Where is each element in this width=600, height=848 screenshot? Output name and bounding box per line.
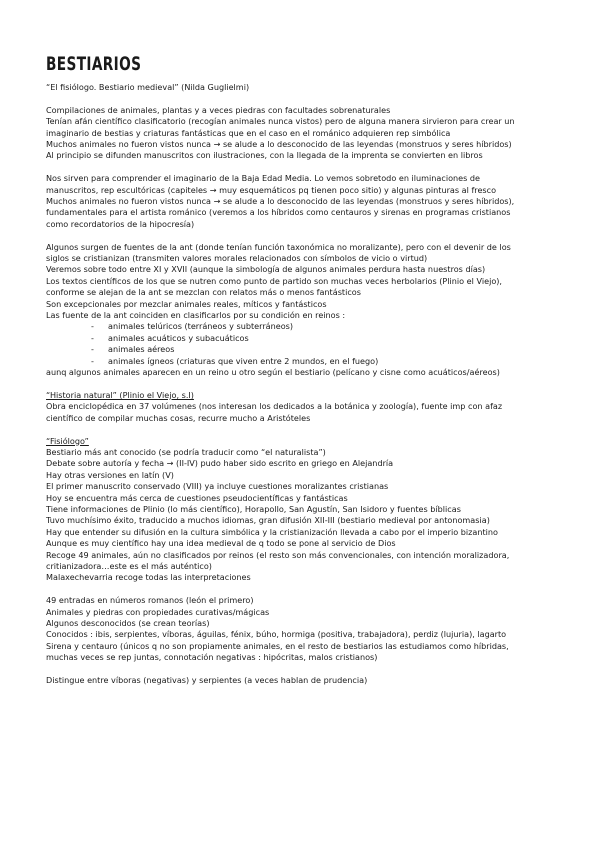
list-item xyxy=(46,321,558,332)
text-line: Son excepcionales por mezclar animales reales, míticos y fantásticos xyxy=(46,298,327,309)
reinos-list xyxy=(46,321,558,367)
text-line: como recordatorios de la hipocresía) xyxy=(46,218,195,229)
spacer xyxy=(46,424,558,435)
list-item xyxy=(46,333,558,344)
text-line: Distingue entre víboras (negativas) y serpientes (a veces hablan de prudencia) xyxy=(46,675,368,686)
dash-bullet: - xyxy=(91,355,94,366)
text-line: critianizadora…este es el más auténtico) xyxy=(46,560,212,571)
text-line: Las fuente de la ant coinciden en clasificarlos por su condición en reinos : xyxy=(46,310,346,321)
paragraph-fuentes xyxy=(46,242,558,379)
text-line: Animales y piedras con propiedades curativas/mágicas xyxy=(46,606,270,617)
text-line: Muchos animales no fueron vistos nunca → se alude a lo desconocido de las leyendas (monstruos y seres híbridos), xyxy=(46,196,515,207)
text-line: Al principio se difunden manuscritos con ilustraciones, con la llegada de la imprenta se convierten en libros xyxy=(46,150,483,161)
spacer xyxy=(46,93,558,104)
paragraph-imaginario xyxy=(46,173,558,230)
text-line: Hoy se encuentra más cerca de cuestiones pseudocientíficas y fantásticas xyxy=(46,492,348,503)
text-line: Hay otras versiones en latín (V) xyxy=(46,469,174,480)
paragraph-entradas xyxy=(46,595,558,663)
document-page xyxy=(46,52,558,686)
text-line: Sirena y centauro (únicos q no son propiamente animales, en el resto de bestiarios las estudiamos como híbridas, xyxy=(46,640,509,651)
list-item xyxy=(46,344,558,355)
spacer xyxy=(46,584,558,595)
text-line: científico de compilar muchas cosas, recurre mucho a Aristóteles xyxy=(46,412,311,423)
text-line: El primer manuscrito conservado (VIII) ya incluye cuestiones moralizantes cristianas xyxy=(46,481,389,492)
text-line: manuscritos, rep escultóricas (capiteles → muy esquemáticos pq tienen poco sitio) y algunas pinturas al fresco xyxy=(46,184,497,195)
section-historia-natural xyxy=(46,390,558,424)
text-line: Tuvo muchísimo éxito, traducido a muchos idiomas, gran difusión XII-III (bestiario medieval por antonomasia) xyxy=(46,515,490,526)
text-line: Algunos desconocidos (se crean teorías) xyxy=(46,618,210,628)
text-line: Algunos surgen de fuentes de la ant (donde tenían función taxonómica no moralizante), pero con el devenir de los xyxy=(46,241,511,252)
text-line: Aunque es muy científico hay una idea medieval de q todo se pone al servicio de Dios xyxy=(46,538,396,549)
text-line: Veremos sobre todo entre XI y XVII (aunque la simbología de algunos animales perdura hasta nuestros días) xyxy=(46,264,486,275)
dash-bullet: - xyxy=(91,332,94,343)
text-line: Conocidos : ibis, serpientes, víboras, águilas, fénix, búho, hormiga (positiva, trabajadora), perdiz (lujuria), lagarto xyxy=(46,629,507,640)
text-line: Tenían afán científico clasificatorio (recogían animales nunca vistos) pero de alguna manera sirvieron para crear un xyxy=(46,116,515,127)
text-line: Hay que entender su difusión en la cultura simbólica y la cristianización llevada a cabo por el imperio bizantino xyxy=(46,526,498,537)
text-line: siglos se cristianizan (transmiten valores morales relacionados con símbolos de vicio o virtud) xyxy=(46,253,428,264)
list-item xyxy=(46,356,558,367)
section-fisiologo xyxy=(46,436,558,584)
list-item-text: animales ígneos (criaturas que viven entre 2 mundos, en el fuego) xyxy=(108,355,379,366)
text-line: aunq algunos animales aparecen en un reino u otro según el bestiario (pelícano y cisne como acuáticos/aéreos) xyxy=(46,367,500,378)
text-line: Muchos animales no fueron vistos nunca → se alude a lo desconocido de las leyendas (monstruos y seres híbridos) xyxy=(46,139,512,150)
text-line: Nos sirven para comprender el imaginario de la Baja Edad Media. Lo vemos sobretodo en iluminaciones de xyxy=(46,173,481,184)
section-heading: “Fisiólogo” xyxy=(46,435,89,446)
text-line: Debate sobre autoría y fecha → (II-IV) pudo haber sido escrito en griego en Alejandría xyxy=(46,458,394,469)
page-title: BESTIARIOS xyxy=(46,53,142,75)
text-line: imaginario de bestias y criaturas fantásticas que en el caso en el románico adquieren rep simbólica xyxy=(46,127,451,138)
list-item-text: animales aéreos xyxy=(108,344,175,355)
text-line: Obra enciclopédica en 37 volúmenes (nos interesan los dedicados a la botánica y zoología), fuente imp con afaz xyxy=(46,401,503,412)
spacer xyxy=(46,162,558,173)
section-heading: “Historia natural” (Plinio el Viejo, s.I) xyxy=(46,389,194,400)
spacer xyxy=(46,379,558,390)
text-line: Recoge 49 animales, aún no clasificados por reinos (el resto son más convencionales, con intención moralizadora, xyxy=(46,549,510,560)
paragraph-compilaciones xyxy=(46,105,558,162)
dash-bullet: - xyxy=(91,344,94,355)
text-line: Malaxechevarria recoge todas las interpretaciones xyxy=(46,572,251,583)
text-line: Tiene informaciones de Plinio (lo más científico), Horapollo, San Agustín, San Isidoro y fuentes bíblicas xyxy=(46,503,461,514)
text-line: muchas veces se rep juntas, connotación negativas : hipócritas, malos cristianos) xyxy=(46,652,378,663)
subtitle: “El fisiólogo. Bestiario medieval” (Nilda Guglielmi) xyxy=(46,82,250,92)
text-line: Compilaciones de animales, plantas y a veces piedras con facultades sobrenaturales xyxy=(46,104,391,115)
list-item-text: animales telúricos (terráneos y subterráneos) xyxy=(108,321,294,332)
spacer xyxy=(46,230,558,241)
text-line: Los textos científicos de los que se nutren como punto de partido son muchas veces herbolarios (Plinio el Viejo), xyxy=(46,275,502,286)
text-line: Bestiario más ant conocido (se podría traducir como “el naturalista”) xyxy=(46,446,326,457)
dash-bullet: - xyxy=(91,321,94,332)
spacer xyxy=(46,664,558,675)
text-line: conforme se alejan de la ant se mezclan con relatos más o menos fantásticos xyxy=(46,287,361,298)
text-line: 49 entradas en números romanos (león el primero) xyxy=(46,595,254,606)
text-line: fundamentales para el artista románico (veremos a los híbridos como centauros y sirenas en programas cristianos xyxy=(46,207,511,218)
list-item-text: animales acuáticos y subacuáticos xyxy=(108,332,249,343)
